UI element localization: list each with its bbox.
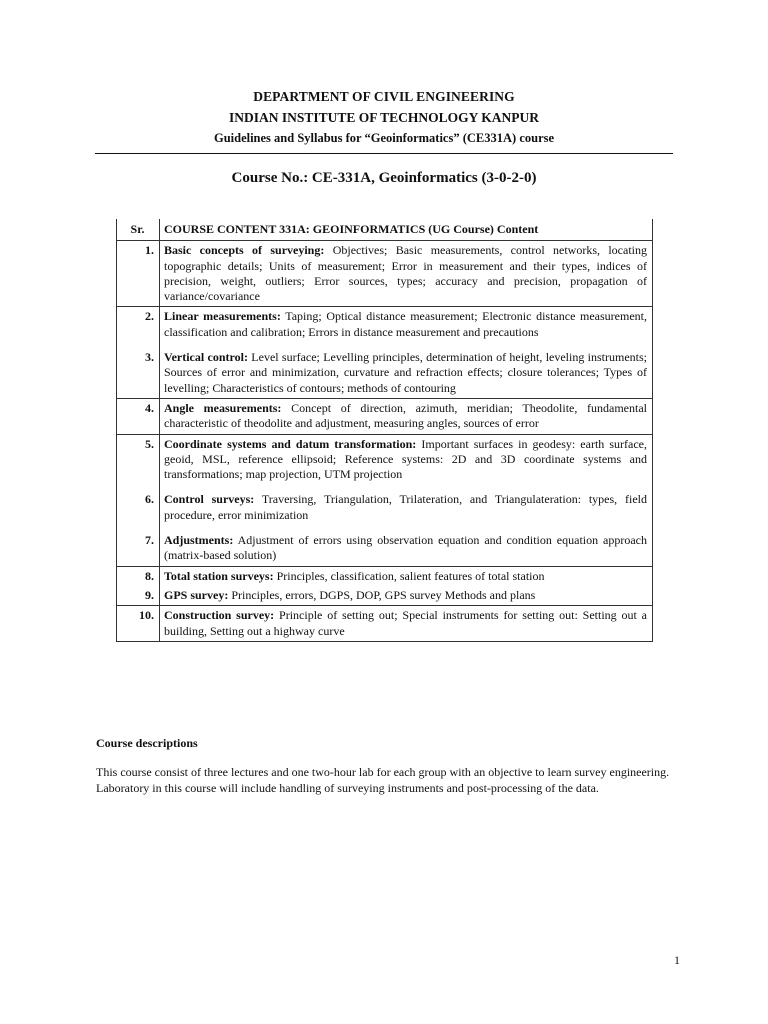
row-topic: Coordinate systems and datum transformation: [164,436,417,451]
course-descriptions-heading: Course descriptions [96,736,198,750]
table-row [117,484,653,525]
row-text: Concept of direction, azimuth, meridian; Theodolite, fundamental characteristic of theodolite and adjustment, measuring angles, sources of error [164,400,647,431]
row-number: 10. [117,606,160,642]
row-content [160,241,653,307]
row-number: 5. [117,434,160,484]
table-row [117,307,653,342]
row-topic: Vertical control: [164,350,248,365]
row-content [160,484,653,525]
row-number: 4. [117,398,160,434]
row-content [160,586,653,606]
row-number: 8. [117,566,160,586]
row-text: Objectives; Basic measurements, control networks, locating topographic details; Units of measurement; Error in measurement and their types, indices of precision, weight, outliers; Error sources, types; accuracy and precision, propagation of variance/covariance [164,243,648,304]
row-content [160,398,653,434]
row-text: Principles, errors, DGPS, DOP, GPS survey Methods and plans [228,587,536,602]
row-number: 6. [117,484,160,525]
table-row [117,342,653,398]
table-row [117,586,653,606]
table-row [117,525,653,566]
row-topic: Angle measurements: [164,400,282,415]
row-number: 2. [117,307,160,342]
course-title: Course No.: CE-331A, Geoinformatics (3-0-2-0) [231,170,537,186]
sr-header: Sr. [117,219,160,241]
table-row [117,398,653,434]
row-number: 3. [117,342,160,398]
syllabus-table [116,219,653,642]
table-row [117,606,653,642]
table-row [117,434,653,484]
row-topic: Basic concepts of surveying: [164,243,325,258]
row-text: Principles, classification, salient features of total station [273,568,545,583]
row-text: Important surfaces in geodesy: earth surface, geoid, MSL, reference ellipsoid; Reference systems: 2D and 3D coordinate systems and transformations; map projection, UTM projection [164,436,647,482]
row-text: Traversing, Triangulation, Trilateration, and Triangulateration: types, field procedure, error minimization [164,492,647,522]
row-number: 7. [117,525,160,566]
row-text: Principle of setting out; Special instruments for setting out: Setting out a building, Setting out a highway curve [164,608,648,638]
row-topic: Total station surveys: [164,568,274,583]
institute-name: INDIAN INSTITUTE OF TECHNOLOGY KANPUR [228,110,540,125]
row-number: 9. [117,586,160,606]
row-content [160,307,653,342]
department-name: DEPARTMENT OF CIVIL ENGINEERING [253,89,515,104]
table-row [117,566,653,586]
table-row [117,241,653,307]
row-topic: Control surveys: [164,492,255,507]
row-text: Level surface; Levelling principles, determination of height, leveling instruments; Sources of error and minimization, curvature and refraction effects; closure tolerances; Types of levelling; Characteristics of contours; methods of contouring [164,350,647,395]
row-content [160,606,653,642]
row-topic: GPS survey: [164,587,229,602]
document-header [0,86,768,149]
row-content [160,342,653,398]
row-text: Taping; Optical distance measurement; Electronic distance measurement, classification and calibration; Errors in distance measurement and precautions [164,309,647,339]
row-topic: Construction survey: [164,608,275,623]
page-number: 1 [674,953,680,967]
content-header: COURSE CONTENT 331A: GEOINFORMATICS (UG Course) Content [160,219,653,241]
row-topic: Adjustments: [164,533,234,548]
course-descriptions-text: This course consist of three lectures and one two-hour lab for each group with an objective to learn survey engineering. Laboratory in this course will include handling of surveying instruments and post-processing of the data. [96,765,670,795]
row-topic: Linear measurements: [164,309,281,324]
guidelines-line: Guidelines and Syllabus for “Geoinformatics” (CE331A) course [213,131,555,145]
row-number: 1. [117,241,160,307]
row-content [160,434,653,484]
row-content [160,566,653,586]
header-divider [95,153,673,154]
row-text: Adjustment of errors using observation equation and condition equation approach (matrix-based solution) [164,533,647,563]
row-content [160,525,653,566]
table-header-row [117,219,653,241]
